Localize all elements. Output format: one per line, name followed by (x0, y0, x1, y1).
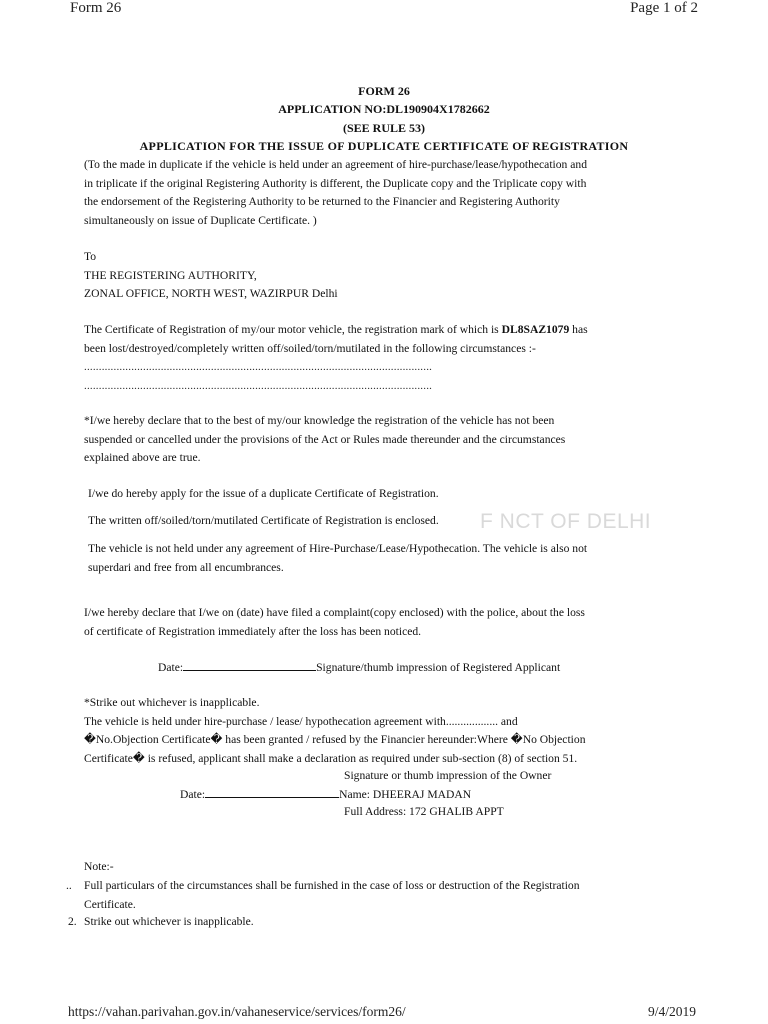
note-line: Full particulars of the circumstances shall be furnished in the case of loss or destruction of the Registration (84, 879, 580, 892)
strike-note: *Strike out whichever is inapplicable. (84, 696, 260, 709)
watermark: F NCT OF DELHI (480, 510, 652, 533)
date-label: Date: (158, 661, 184, 674)
owner-date-field[interactable] (205, 785, 339, 798)
police-line: of certificate of Registration immediately after the loss has been noticed. (84, 624, 422, 638)
page-url: https://vahan.parivahan.gov.in/vahaneservice/services/form26/ (68, 1004, 406, 1019)
declaration-line: suspended or cancelled under the provisions of the Act or Rules made thereunder and the circumstances (84, 432, 566, 446)
enclosed-statement: The written off/soiled/torn/mutilated Certificate of Registration is enclosed. (88, 514, 439, 527)
intro-line: (To the made in duplicate if the vehicle is held under an agreement of hire-purchase/lease/hypothecation and (84, 158, 587, 171)
certificate-paragraph (84, 321, 690, 395)
form-title: FORM 26 (358, 84, 410, 98)
declaration-paragraph (84, 412, 690, 468)
header-form-name: Form 26 (70, 0, 122, 16)
vehicle-line: superdari and free from all encumbrances. (88, 560, 284, 574)
intro-line: the endorsement of the Registering Authority to be returned to the Financier and Registering Authority (84, 195, 560, 208)
hypothecation-line: Certificate� is refused, applicant shall make a declaration as required under sub-section (8) of section 51. (84, 751, 578, 765)
certificate-line: The Certificate of Registration of my/our motor vehicle, the registration mark of which is DL8SAZ1079 has (84, 323, 588, 336)
police-line: I/we hereby declare that I/we on (date) have filed a complaint(copy enclosed) with the police, about the loss (84, 606, 585, 619)
vehicle-statement (88, 540, 688, 577)
print-date: 9/4/2019 (647, 1004, 696, 1019)
rule-reference: (SEE RULE 53) (342, 121, 425, 135)
header-page-number: Page 1 of 2 (630, 0, 698, 16)
certificate-line: been lost/destroyed/completely written off/soiled/torn/mutilated in the following circumstances :- (84, 341, 536, 355)
owner-signature-label: Signature or thumb impression of the Owner (344, 769, 552, 782)
applicant-signature-row (158, 658, 628, 678)
circumstances-blank: ...................................................................................................................... (84, 361, 433, 373)
apply-statement: I/we do hereby apply for the issue of a duplicate Certificate of Registration. (88, 487, 439, 500)
note-line: Certificate. (84, 897, 136, 911)
form-subject: APPLICATION FOR THE ISSUE OF DUPLICATE CERTIFICATE OF REGISTRATION (139, 139, 629, 153)
date-label: Date: (180, 788, 206, 801)
hypothecation-block (84, 694, 704, 768)
declaration-line: explained above are true. (84, 451, 201, 464)
note-number: 2. (68, 915, 77, 928)
owner-address: Full Address: 172 GHALIB APPT (344, 805, 504, 818)
address-block (84, 248, 690, 304)
registration-mark: DL8SAZ1079 (501, 323, 570, 336)
note-number: .. (66, 879, 72, 892)
owner-name: Name: DHEERAJ MADAN (339, 788, 472, 801)
circumstances-blank: ...................................................................................................................... (84, 379, 433, 392)
hypothecation-line: The vehicle is held under hire-purchase / lease/ hypothecation agreement with.................. and (84, 714, 518, 728)
vehicle-line: The vehicle is not held under any agreement of Hire-Purchase/Lease/Hypothecation. The vehicle is also not (88, 542, 588, 555)
note-item: Strike out whichever is inapplicable. (84, 915, 254, 928)
address-line: THE REGISTERING AUTHORITY, (84, 268, 257, 282)
police-declaration (84, 604, 694, 641)
address-to: To (84, 250, 97, 263)
applicant-signature-label: Signature/thumb impression of Registered Applicant (316, 661, 561, 674)
intro-line: simultaneously on issue of Duplicate Certificate. ) (84, 213, 317, 227)
note-item (84, 877, 704, 914)
address-line: ZONAL OFFICE, NORTH WEST, WAZIRPUR Delhi (84, 287, 338, 300)
intro-paragraph (84, 156, 704, 230)
application-number: APPLICATION NO:DL190904X1782662 (278, 102, 490, 116)
intro-line: in triplicate if the original Registering Authority is different, the Duplicate copy and the Triplicate copy with (84, 176, 587, 190)
notes-title: Note:- (84, 860, 114, 873)
owner-date-row (180, 785, 500, 805)
hypothecation-line: �No.Objection Certificate� has been granted / refused by the Financier hereunder:Where �No Objection (84, 733, 586, 746)
date-field[interactable] (183, 658, 316, 671)
declaration-line: *I/we hereby declare that to the best of my/our knowledge the registration of the vehicle has not been (84, 414, 555, 427)
